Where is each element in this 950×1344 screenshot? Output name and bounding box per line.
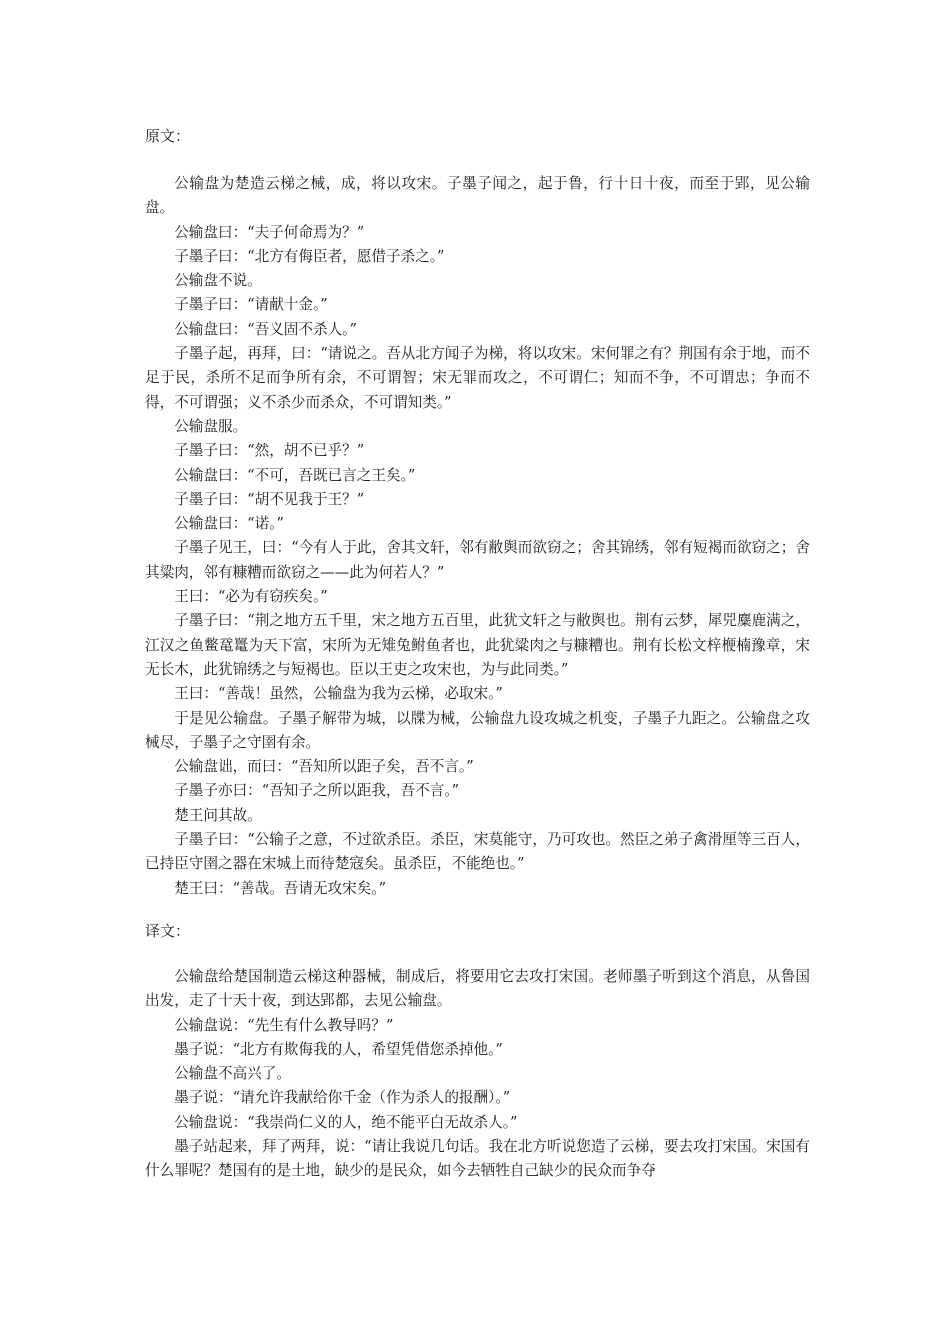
original-paragraph: 子墨子曰：“然，胡不已乎？” xyxy=(174,442,365,460)
translation-paragraph: 公输盘说：“我崇尚仁义的人，绝不能平白无故杀人。” xyxy=(174,1113,518,1131)
translation-body xyxy=(145,965,810,1184)
original-paragraph: 公输盘诎，而曰：“吾知所以距子矣，吾不言。” xyxy=(174,758,474,776)
original-paragraph: 公输盘服。 xyxy=(174,417,248,435)
original-paragraph: 公输盘曰：“夫子何命焉为？” xyxy=(174,223,365,241)
original-paragraph: 子墨子曰：“请献十金。” xyxy=(174,296,328,314)
translation-paragraph: 墨子说：“请允许我献给你千金（作为杀人的报酬）。” xyxy=(174,1089,511,1107)
original-paragraph: 王曰：“善哉！虽然，公输盘为我为云梯，必取宋。” xyxy=(174,685,503,703)
translation-paragraph: 墨子说：“北方有欺侮我的人，希望凭借您杀掉他。” xyxy=(174,1040,503,1058)
original-paragraph: 子墨子曰：“荆之地方五千里，宋之地方五百里，此犹文轩之与敝舆也。荆有云梦，犀兕麋鹿满之，江汉之鱼鳖鼋鼍为天下富，宋所为无雉兔鲋鱼者也，此犹粱肉之与糠糟也。荆有长松文梓楩楠豫章，宋无长木，此犹锦绣之与短褐也。臣以王吏之攻宋也，为与此同类。” xyxy=(145,612,810,678)
document-page xyxy=(145,124,810,1184)
translation-paragraph: 公输盘给楚国制造云梯这种器械，制成后，将要用它去攻打宋国。老师墨子听到这个消息，从鲁国出发，走了十天十夜，到达郢都，去见公输盘。 xyxy=(145,967,810,1010)
translation-paragraph: 公输盘说：“先生有什么教导吗？” xyxy=(174,1016,394,1034)
original-paragraph: 子墨子曰：“公输子之意，不过欲杀臣。杀臣，宋莫能守，乃可攻也。然臣之弟子禽滑厘等三百人，已持臣守圉之器在宋城上而待楚寇矣。虽杀臣，不能绝也。” xyxy=(145,831,810,873)
original-paragraph: 楚王问其故。 xyxy=(174,806,262,824)
original-paragraph: 公输盘曰：“不可，吾既已言之王矣。” xyxy=(174,466,416,484)
original-paragraph: 于是见公输盘。子墨子解带为城，以牒为械，公输盘九设攻城之机变，子墨子九距之。公输盘之攻械尽，子墨子之守圉有余。 xyxy=(145,709,810,751)
original-paragraph: 子墨子曰：“胡不见我于王？” xyxy=(174,490,365,508)
original-paragraph: 子墨子曰：“北方有侮臣者，愿借子杀之。” xyxy=(174,247,445,265)
original-paragraph: 公输盘曰：“吾义固不杀人。” xyxy=(174,320,357,338)
original-paragraph: 子墨子亦曰：“吾知子之所以距我，吾不言。” xyxy=(174,782,460,800)
translation-paragraph: 公输盘不高兴了。 xyxy=(174,1065,291,1083)
original-paragraph: 公输盘不说。 xyxy=(174,272,262,290)
translation-heading: 译文： xyxy=(145,921,191,940)
translation-paragraph: 墨子站起来，拜了两拜，说：“请让我说几句话。我在北方听说您造了云梯，要去攻打宋国。宋国有什么罪呢？楚国有的是土地，缺少的是民众，如今去牺牲自己缺少的民众而争夺 xyxy=(145,1137,810,1180)
original-paragraph: 王曰：“必为有窃疾矣。” xyxy=(174,588,328,606)
original-paragraph: 公输盘为楚造云梯之械，成，将以攻宋。子墨子闻之，起于鲁，行十日十夜，而至于郢，见公输盘。 xyxy=(145,175,810,217)
original-paragraph: 楚王曰：“善哉。吾请无攻宋矣。” xyxy=(174,879,387,897)
original-paragraph: 子墨子见王，曰：“今有人于此，舍其文轩，邻有敝舆而欲窃之；舍其锦绣，邻有短褐而欲窃之；舍其粱肉，邻有糠糟而欲窃之——此为何若人？” xyxy=(145,539,810,581)
original-text-heading: 原文： xyxy=(145,127,191,145)
original-paragraph: 子墨子起，再拜，曰：“请说之。吾从北方闻子为梯，将以攻宋。宋何罪之有？荆国有余于地，而不足于民，杀所不足而争所有余，不可谓智；宋无罪而攻之，不可谓仁；知而不争，不可谓忠；争而不得，不可谓强；义不杀少而杀众，不可谓知类。” xyxy=(145,345,810,411)
original-paragraph: 公输盘曰：“诺。” xyxy=(174,515,284,533)
original-text-body xyxy=(145,172,810,901)
